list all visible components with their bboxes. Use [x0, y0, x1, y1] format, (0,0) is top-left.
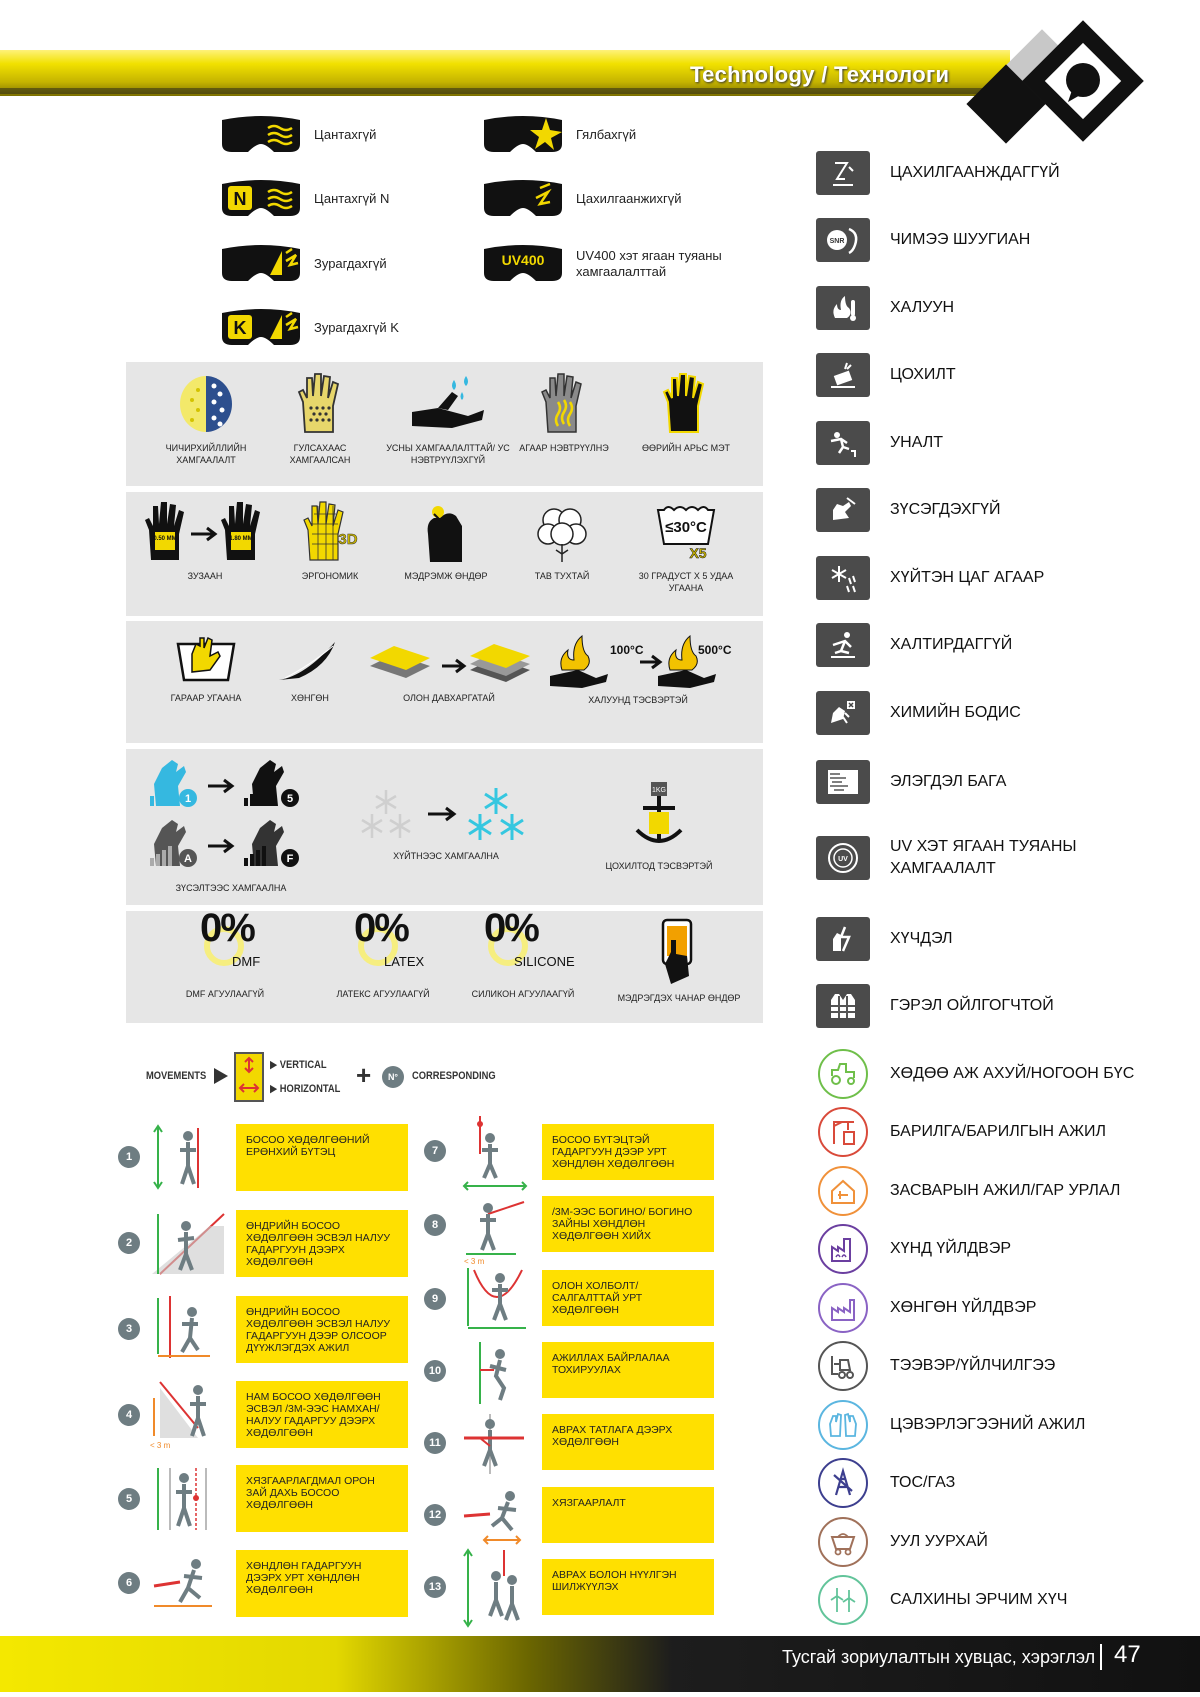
percent-value: 0% — [200, 906, 254, 950]
movement-number: 12 — [424, 1504, 446, 1526]
industry-item-construction — [818, 1107, 1106, 1157]
industry-label: ХҮНД ҮЙЛДВЭР — [890, 1240, 1011, 1257]
feature-breathable — [514, 372, 614, 454]
feature-label: ХҮЙТНЭЭС ХАМГААЛНА — [393, 851, 499, 861]
header-shadow — [0, 88, 1010, 94]
movement-5-icon — [150, 1464, 220, 1534]
feature-label: ӨӨРИЙН АРЬС МЭТ — [641, 443, 731, 453]
movement-number: 8 — [424, 1214, 446, 1236]
movement-6-icon — [150, 1552, 220, 1612]
feature-impact-resistant — [604, 780, 714, 872]
movement-number: 4 — [118, 1404, 140, 1426]
footer-separator — [1100, 1644, 1102, 1670]
feature-cold-protection — [356, 784, 536, 862]
hazard-label: ХҮЧДЭЛ — [890, 930, 953, 947]
feature-label: ГУЛСАХААС ХАМГААЛСАН — [289, 443, 351, 465]
movement-10-text: АЖИЛЛАХ БАЙРЛАЛАА ТОХИРУУЛАХ — [542, 1342, 714, 1398]
movement-9-icon — [460, 1264, 534, 1334]
feature-antislip — [270, 372, 370, 466]
page-title: Technology / Технологи — [690, 62, 950, 87]
feature-heat-resistant — [548, 630, 732, 706]
anchor-weight-icon — [629, 780, 689, 854]
movement-12-text: ХЯЗГААРЛАЛТ — [542, 1487, 714, 1543]
goggle-label: Зурагдахгүй — [314, 256, 387, 271]
industry-label: ТОС/ГАЗ — [890, 1474, 956, 1491]
feather-icon — [275, 636, 345, 686]
percent-sub: SILICONE — [514, 954, 575, 969]
industry-label: ЗАСВАРЫН АЖИЛ/ГАР УРЛАЛ — [890, 1182, 1121, 1199]
thickness-from: 0.50 mm — [153, 536, 177, 542]
movement-13-icon — [460, 1546, 530, 1630]
number-badge-icon: N° — [382, 1066, 404, 1088]
vertical-label: ▶ VERTICAL — [270, 1059, 327, 1071]
thickness-to: 1.80 mm — [229, 536, 253, 542]
feature-label: ХАЛУУНД ТЭСВЭРТЭЙ — [588, 695, 688, 705]
movement-11-text: АВРАХ ТАТЛАГА ДЭЭРХ ХӨДӨЛГӨӨН — [542, 1414, 714, 1470]
voltage-icon — [816, 917, 870, 961]
movement-4-icon — [146, 1378, 220, 1450]
corresponding-label: CORRESPONDING — [412, 1070, 496, 1082]
touchscreen-icon — [657, 918, 701, 986]
goggle-label: UV400 хэт ягаан туяаны хамгаалалттай — [576, 248, 722, 279]
cold-snow-icon — [816, 556, 870, 600]
percent-value: 0% — [354, 906, 408, 950]
goggle-label: Цантахгүй N — [314, 191, 390, 206]
hazard-item-heat — [816, 286, 954, 330]
feature-waterproof — [386, 372, 510, 466]
multilayer-icon — [366, 636, 532, 686]
touch-sensitive-icon — [420, 500, 472, 564]
heat-temp-low: 100°C — [610, 643, 644, 657]
movement-6-text: ХӨНДЛӨН ГАДАРГУУН ДЭЭРХ УРТ ХӨНДЛӨН ХӨДӨЛГӨӨН — [236, 1550, 408, 1617]
hazard-item-slip — [816, 623, 1012, 667]
abrasion-icon — [816, 760, 870, 804]
falling-person-icon — [816, 421, 870, 465]
industry-item-heavy-industry — [818, 1224, 1011, 1274]
feature-label: УСНЫ ХАМГААЛАЛТТАЙ/ УС НЭВТРҮҮЛЭХГҮЙ — [386, 443, 510, 465]
movement-8-distance: < 3 m — [464, 1257, 485, 1266]
feature-latex-free — [318, 906, 448, 1000]
movement-5-text: ХЯЗГААРЛАГДМАЛ ОРОН ЗАЙ ДАХЬ БОСОО ХӨДӨЛГӨӨН — [236, 1465, 408, 1532]
goggle-antiscratch-k-icon — [218, 307, 304, 349]
movement-8-icon — [460, 1196, 534, 1266]
ergonomic-3d-icon — [300, 500, 360, 564]
movement-number: 10 — [424, 1360, 446, 1382]
hazard-item-impact — [816, 353, 956, 397]
movement-number: 5 — [118, 1488, 140, 1510]
hazard-label: ЦОХИЛТ — [890, 366, 956, 383]
heat-flame-icon — [816, 286, 870, 330]
movement-number: 3 — [118, 1318, 140, 1340]
feature-label: ТАВ ТУХТАЙ — [534, 571, 590, 581]
hazard-label: ЭЛЭГДЭЛ БАГА — [890, 773, 1007, 790]
goggle-uv400 — [480, 243, 726, 285]
feature-thickness — [140, 500, 270, 582]
hazard-label: ЗҮСЭГДЭХГҮЙ — [890, 501, 1001, 518]
impact-weight: 1kg — [651, 787, 667, 794]
horizontal-label: ▶ HORIZONTAL — [270, 1083, 341, 1095]
wash-30-icon — [654, 500, 718, 564]
hazard-item-reflective — [816, 984, 1054, 1028]
hazard-item-uv — [816, 836, 1090, 880]
goggle-antiscratch — [218, 243, 387, 285]
movement-number: 11 — [424, 1432, 446, 1454]
hazard-label: ГЭРЭЛ ОЙЛГОГЧТОЙ — [890, 997, 1054, 1014]
factory-icon — [818, 1283, 868, 1333]
movement-number: 13 — [424, 1576, 446, 1598]
breathable-glove-icon — [538, 372, 590, 436]
feature-label: МЭДРЭМЖ ӨНДӨР — [404, 571, 488, 581]
feature-label: ЧИЧИРХИЙЛЛИЙН ХАМГААЛАЛТ — [165, 443, 247, 465]
movement-1-text: БОСОО ХӨДӨЛГӨӨНИЙ ЕРӨНХИЙ БҮТЭЦ — [236, 1124, 408, 1191]
movement-4-text: НАМ БОСОО ХӨДӨЛГӨӨН ЭСВЭЛ /3М-ЭЭС НАМХАН/ НАЛУУ ГАДАРГУУ ДЭЭРХ ХӨДӨЛГӨӨН — [236, 1381, 408, 1448]
feature-label: МЭДРЭГДЭХ ЧАНАР ӨНДӨР — [617, 993, 741, 1003]
industry-item-transport — [818, 1341, 1055, 1391]
footer-text: Тусгай зориулалтын хувцас, хэрэглэл — [782, 1647, 1096, 1667]
slipping-person-icon — [816, 623, 870, 667]
hazard-item-cold — [816, 556, 1044, 600]
feature-label: ЦОХИЛТОД ТЭСВЭРТЭЙ — [605, 861, 713, 871]
cut-hand-icon — [816, 488, 870, 532]
goggle-antiglare — [480, 114, 636, 156]
industry-item-wind-energy — [818, 1575, 1067, 1625]
goggle-label: Гялбахгүй — [576, 127, 637, 142]
mine-cart-icon — [818, 1517, 868, 1567]
movement-3-icon — [150, 1294, 220, 1364]
movement-number: 7 — [424, 1140, 446, 1162]
feature-ergonomic — [280, 500, 380, 582]
feature-label: ОЛОН ДАВХАРГАТАЙ — [403, 693, 495, 703]
hazard-item-abrasion — [816, 760, 1006, 804]
wash-temp: ≤30°c — [665, 519, 707, 536]
hazard-item-chemical — [816, 691, 1021, 735]
movement-1-icon — [150, 1122, 220, 1192]
goggle-label: Зурагдахгүй K — [314, 320, 399, 335]
direction-arrows-icon — [236, 1054, 262, 1100]
goggle-label: Цантахгүй — [314, 127, 377, 142]
goggle-antifog-n — [218, 178, 389, 220]
feature-second-skin — [636, 372, 736, 454]
feature-washable — [630, 500, 742, 594]
heat-resistant-icon — [548, 630, 732, 688]
industry-item-light-industry — [818, 1283, 1036, 1333]
goggle-antifog-icon — [218, 114, 304, 156]
feature-light — [270, 636, 350, 704]
snowflakes-icon — [356, 784, 536, 844]
svg-text:K: K — [233, 318, 247, 338]
vertical-text: VERTICAL — [279, 1059, 327, 1071]
movements-label: MOVEMENTS — [146, 1070, 207, 1082]
forklift-icon — [818, 1341, 868, 1391]
noise-badge: SNR — [829, 238, 845, 245]
uv-badge: UV — [838, 856, 848, 863]
feature-touchscreen — [614, 918, 744, 1004]
industry-label: ЦЭВЭРЛЭГЭЭНИЙ АЖИЛ — [890, 1416, 1086, 1433]
industry-label: УУЛ УУРХАЙ — [890, 1533, 988, 1550]
feature-label: ЛАТЕКС АГУУЛААГҮЙ — [336, 989, 430, 999]
cut-level-a: A — [184, 853, 192, 865]
svg-text:N: N — [233, 189, 247, 209]
industry-label: ТЭЭВЭР/ҮЙЛЧИЛГЭЭ — [890, 1357, 1056, 1374]
hazard-item-fall — [816, 421, 943, 465]
thickness-icon — [143, 500, 267, 564]
silicone-free-icon — [468, 906, 578, 982]
feature-label: ЭРГОНОМИК — [301, 571, 359, 581]
brand-logo-icon — [958, 18, 1158, 158]
ergonomic-badge: 3D — [338, 531, 358, 548]
feature-comfort — [512, 500, 612, 582]
cotton-icon — [534, 500, 590, 564]
hazard-item-cut — [816, 488, 1001, 532]
feature-multilayer — [366, 636, 532, 704]
goggle-antiscratch-icon — [218, 243, 304, 285]
industry-item-agriculture — [818, 1049, 1134, 1099]
feature-label: DMF АГУУЛААГҮЙ — [185, 989, 265, 999]
hazard-item-antistatic — [816, 151, 1060, 195]
feature-handwash — [146, 636, 266, 704]
industry-label: ХӨНГӨН ҮЙЛДВЭР — [890, 1299, 1037, 1316]
hazard-label: ХАЛУУН — [890, 299, 955, 316]
hazard-label: ХИМИЙН БОДИС — [890, 704, 1021, 721]
latex-free-icon — [328, 906, 438, 982]
movement-9-text: ОЛОН ХОЛБОЛТ/САЛГАЛТТАЙ УРТ ХӨДӨЛГӨӨН — [542, 1270, 714, 1326]
cut-protection-icon — [148, 756, 314, 876]
hazard-item-noise — [816, 218, 1030, 262]
goggle-label: Цахилгаанжихгүй — [576, 191, 682, 206]
movement-2-text: ӨНДРИЙН БОСОО ХӨДӨЛГӨӨН ЭСВЭЛ НАЛУУ ГАДАРГУУН ДЭЭРХ ХӨДӨЛГӨӨН — [236, 1210, 408, 1277]
hazard-label: ЦАХИЛГААНЖДАГГҮЙ — [890, 164, 1060, 181]
dmf-free-icon — [170, 906, 280, 982]
industry-label: САЛХИНЫ ЭРЧИМ ХҮЧ — [890, 1591, 1068, 1608]
handwash-icon — [174, 636, 238, 686]
dotted-glove-icon — [295, 372, 345, 436]
cut-level-5: 5 — [286, 793, 294, 805]
crane-icon — [818, 1107, 868, 1157]
industry-item-repair — [818, 1166, 1120, 1216]
antistatic-icon — [816, 151, 870, 195]
movement-number: 9 — [424, 1288, 446, 1310]
feature-label: ХӨНГӨН — [291, 693, 329, 703]
cut-level-1: 1 — [184, 793, 192, 805]
feature-label: СИЛИКОН АГУУЛААГҮЙ — [471, 989, 575, 999]
industry-label: ХӨДӨӨ АЖ АХУЙ/НОГООН БҮС — [890, 1065, 1135, 1082]
uv400-glyph: UV400 — [501, 252, 545, 268]
hazard-label: UV ХЭТ ЯГААН ТУЯАНЫ ХАМГААЛАЛТ — [890, 838, 1077, 877]
goggle-antifog — [218, 114, 376, 156]
plus-sign: + — [356, 1060, 372, 1090]
movement-11-icon — [460, 1412, 534, 1476]
hazard-label: ХАЛТИРДАГГҮЙ — [890, 636, 1013, 653]
movement-number: 6 — [118, 1572, 140, 1594]
industry-label: БАРИЛГА/БАРИЛГЫН АЖИЛ — [890, 1123, 1106, 1140]
cut-level-f: F — [286, 853, 294, 865]
noise-ear-icon — [816, 218, 870, 262]
percent-value: 0% — [484, 906, 538, 950]
movement-2-icon — [150, 1208, 230, 1278]
waterproof-hand-icon — [408, 372, 488, 436]
direction-legend-box — [234, 1052, 264, 1102]
vibration-icon — [178, 372, 234, 436]
movement-10-icon — [460, 1340, 530, 1406]
percent-sub: LATEX — [384, 954, 425, 969]
wind-turbine-icon — [818, 1575, 868, 1625]
feature-label: 30 ГРАДУСТ X 5 УДАА УГААНА — [638, 571, 734, 593]
wash-times: x5 — [689, 545, 707, 561]
feature-label: ЗҮСЭЛТЭЭС ХАМГААЛНА — [175, 883, 287, 893]
house-tools-icon — [818, 1166, 868, 1216]
reflective-vest-icon — [816, 984, 870, 1028]
gloves-icon — [818, 1400, 868, 1450]
hazard-label: ЧИМЭЭ ШУУГИАН — [890, 231, 1031, 248]
factory-fire-icon — [818, 1224, 868, 1274]
play-arrow-icon — [212, 1066, 230, 1086]
page-number: 47 — [1114, 1641, 1141, 1668]
goggle-antifog-n-icon — [218, 178, 304, 220]
horizontal-text: HORIZONTAL — [279, 1083, 341, 1095]
tractor-icon — [818, 1049, 868, 1099]
goggle-antiglare-icon — [480, 114, 566, 156]
movement-number: 2 — [118, 1232, 140, 1254]
movement-13-text: АВРАХ БОЛОН НҮҮЛГЭН ШИЛЖҮҮЛЭХ — [542, 1559, 714, 1615]
movement-8-text: /3М-ЭЭС БОГИНО/ БОГИНО ЗАЙНЫ ХӨНДЛӨН ХӨДӨЛГӨӨН ХИЙХ — [542, 1196, 714, 1252]
movement-number: 1 — [118, 1146, 140, 1168]
movement-7-icon — [460, 1114, 530, 1190]
feature-label: АГААР НЭВТРҮҮЛНЭ — [519, 443, 609, 453]
hazard-item-voltage — [816, 917, 953, 961]
feature-vibration — [146, 372, 266, 466]
industry-item-oil-gas — [818, 1458, 955, 1508]
black-glove-icon — [660, 372, 712, 436]
movement-4-distance: < 3 m — [150, 1441, 171, 1450]
industry-item-cleaning — [818, 1400, 1085, 1450]
uv-icon — [816, 836, 870, 880]
goggle-antistatic-icon — [480, 178, 566, 220]
feature-silicone-free — [456, 906, 590, 1000]
goggle-antistatic — [480, 178, 682, 220]
feature-label: ЗУЗААН — [187, 571, 223, 581]
feature-sensitivity — [396, 500, 496, 582]
hazard-label: УНАЛТ — [890, 434, 944, 451]
impact-icon — [816, 353, 870, 397]
feature-cut-protection — [148, 756, 314, 894]
hazard-label: ХҮЙТЭН ЦАГ АГААР — [890, 569, 1045, 586]
goggle-uv400-icon — [480, 243, 566, 285]
oil-derrick-icon — [818, 1458, 868, 1508]
feature-label: ГАРААР УГААНА — [170, 693, 242, 703]
movement-12-icon — [460, 1484, 534, 1548]
industry-item-mining — [818, 1517, 988, 1567]
chemical-icon — [816, 691, 870, 735]
heat-temp-high: 500°C — [698, 643, 732, 657]
goggle-antiscratch-k — [218, 307, 399, 349]
movement-7-text: БОСОО БҮТЭЦТЭЙ ГАДАРГУУН ДЭЭР УРТ ХӨНДЛӨН ХӨДӨЛГӨӨН — [542, 1124, 714, 1180]
percent-sub: DMF — [232, 954, 261, 969]
feature-dmf-free — [160, 906, 290, 1000]
movement-3-text: ӨНДРИЙН БОСОО ХӨДӨЛГӨӨН ЭСВЭЛ НАЛУУ ГАДАРГУУН ДЭЭР ОЛСООР ДҮҮЖЛЭГДЭХ АЖИЛ — [236, 1296, 408, 1363]
